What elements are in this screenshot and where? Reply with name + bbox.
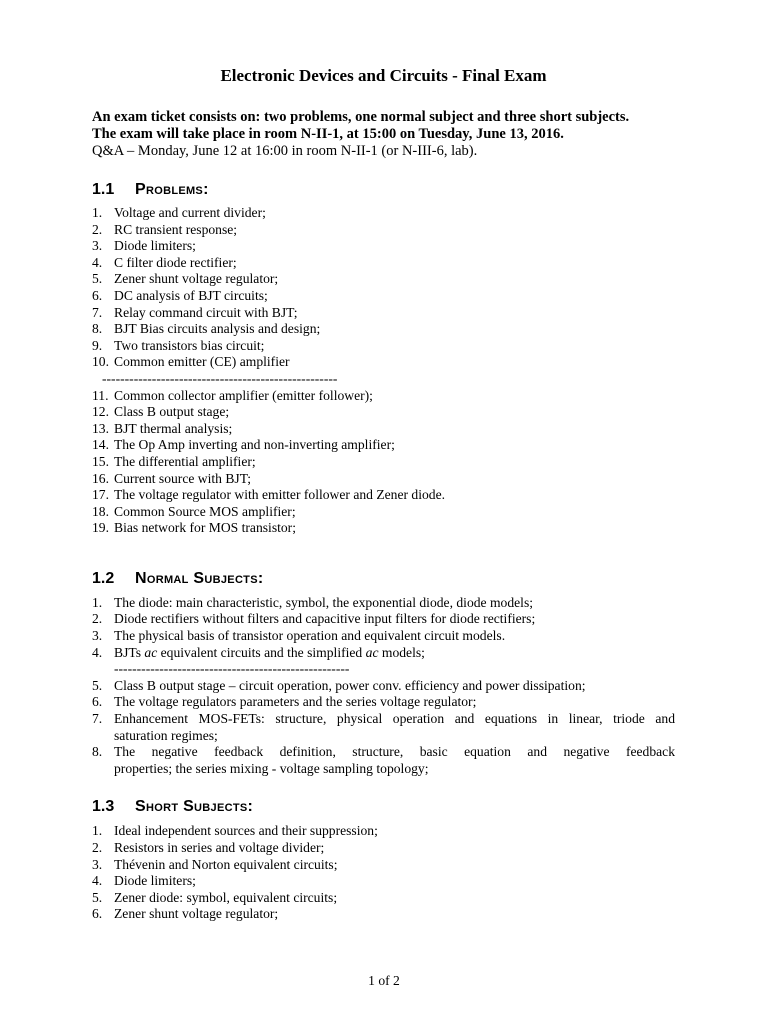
list-item: 8. The negative feedback definition, structure, basic equation and negative feedback properties; the series mixing - voltage sampling topology; [92,744,675,776]
item-text: Zener shunt voltage regulator; [114,906,279,922]
list-item [92,305,675,322]
intro-line-1: An exam ticket consists on: two problems, one normal subject and three short subjects. [92,109,630,125]
item-text: Relay command circuit with BJT; [114,304,298,320]
item-text: Zener diode: symbol, equivalent circuits; [114,889,338,905]
item-number: 11. [92,387,109,403]
item-number: 4. [92,873,103,889]
list-item [92,823,675,840]
item-number: 12. [92,404,109,420]
list-item [92,222,675,239]
list-item [92,437,675,454]
item-text: BJT Bias circuits analysis and design; [114,321,321,337]
normal-subjects-list-continued [92,678,675,778]
short-subjects-list [92,823,675,923]
section-heading-problems [92,180,675,200]
list-item [92,906,675,923]
item-number: 7. [92,304,103,320]
normal-subjects-list [92,595,675,661]
item-number: 3. [92,238,103,254]
list-item [92,520,675,537]
item-number: 8. [92,321,103,337]
item-text: Common collector amplifier (emitter follower); [114,387,373,403]
list-item [92,205,675,222]
list-item: 7. Enhancement MOS-FETs: structure, physical operation and equations in linear, triode and saturation regimes; [92,711,675,743]
item-number: 6. [92,287,103,303]
list-item [92,354,675,371]
item-number: 1. [92,205,103,220]
list-item [92,857,675,874]
list-item [92,338,675,355]
item-number: 10. [92,354,109,370]
list-item: 1. The diode: main characteristic, symbol, the exponential diode, diode models; [92,594,534,610]
item-text: BJT thermal analysis; [114,420,233,436]
page-number: 1 of 2 [368,973,400,988]
list-item [92,487,675,504]
item-text: DC analysis of BJT circuits; [114,287,268,303]
list-item: 6. The voltage regulators parameters and the series voltage regulator; [92,694,477,710]
item-text: Common emitter (CE) amplifier [114,354,290,370]
list-item [92,388,675,405]
item-text: Voltage and current divider; [114,205,266,220]
item-number: 1. [92,823,103,839]
list-item [92,421,675,438]
item-number: 2. [92,221,103,237]
list-item [92,873,675,890]
item-number: 5. [92,271,103,287]
item-text: Two transistors bias circuit; [114,337,265,353]
list-item [92,471,675,488]
item-number: 14. [92,437,109,453]
item-text: Class B output stage; [114,404,230,420]
item-number: 4. [92,254,103,270]
item-text: The Op Amp inverting and non-inverting amplifier; [114,437,395,453]
item-text: Common Source MOS amplifier; [114,503,296,519]
section-heading-short-subjects [92,797,675,817]
item-text: The voltage regulator with emitter follower and Zener diode. [114,487,446,503]
problems-list-continued [92,388,675,537]
item-number: 15. [92,453,109,469]
item-number: 6. [92,906,103,922]
item-text: Diode limiters; [114,238,196,254]
item-text: Zener shunt voltage regulator; [114,271,279,287]
list-item [92,271,675,288]
list-item [92,504,675,521]
section-heading-normal-subjects [92,569,675,589]
section-title: Short Subjects: [135,798,254,816]
item-text: Resistors in series and voltage divider; [114,840,325,855]
section-title: Normal Subjects: [135,569,264,587]
item-number: 5. [92,889,103,905]
item-text: The differential amplifier; [114,453,256,469]
item-number: 16. [92,470,109,486]
list-item [92,404,675,421]
intro-line-3: Q&A – Monday, June 12 at 16:00 in room N-II-1 (or N-III-6, lab). [92,143,478,159]
separator-line: ---------------------------------------------------- [114,661,350,677]
section-number: 1.1 [92,181,115,198]
item-number: 18. [92,503,109,519]
item-text: Ideal independent sources and their suppression; [114,823,378,839]
item-text: Diode limiters; [114,873,196,889]
item-text: RC transient response; [114,221,238,237]
item-text: Thévenin and Norton equivalent circuits; [114,856,338,872]
item-number: 17. [92,487,109,503]
item-number: 9. [92,337,103,353]
item-text: C filter diode rectifier; [114,254,237,270]
section-title: Problems: [135,181,209,198]
item-text: Current source with BJT; [114,470,252,486]
section-number: 1.2 [92,569,115,587]
list-item [92,454,675,471]
list-item [92,321,675,338]
item-number: 3. [92,856,103,872]
list-item [92,890,675,907]
problems-list [92,205,675,371]
section-number: 1.3 [92,798,115,816]
list-item [92,840,675,857]
list-item [92,255,675,272]
list-item: 4. BJTs ac equivalent circuits and the simplified ac models; [92,644,425,660]
item-number: 19. [92,520,109,536]
item-number: 13. [92,420,109,436]
list-item: 2. Diode rectifiers without filters and capacitive input filters for diode rectifiers; [92,611,536,627]
list-item [92,238,675,255]
list-item: 5. Class B output stage – circuit operation, power conv. efficiency and power dissipation; [92,677,586,693]
item-number: 2. [92,840,103,855]
item-text: Bias network for MOS transistor; [114,520,296,536]
list-item [92,288,675,305]
intro-line-2: The exam will take place in room N-II-1, at 15:00 on Tuesday, June 13, 2016. [92,126,564,142]
separator-line: ---------------------------------------------------- [102,370,338,386]
list-item: 3. The physical basis of transistor operation and equivalent circuit models. [92,628,506,644]
page-title: Electronic Devices and Circuits - Final Exam [220,66,547,85]
